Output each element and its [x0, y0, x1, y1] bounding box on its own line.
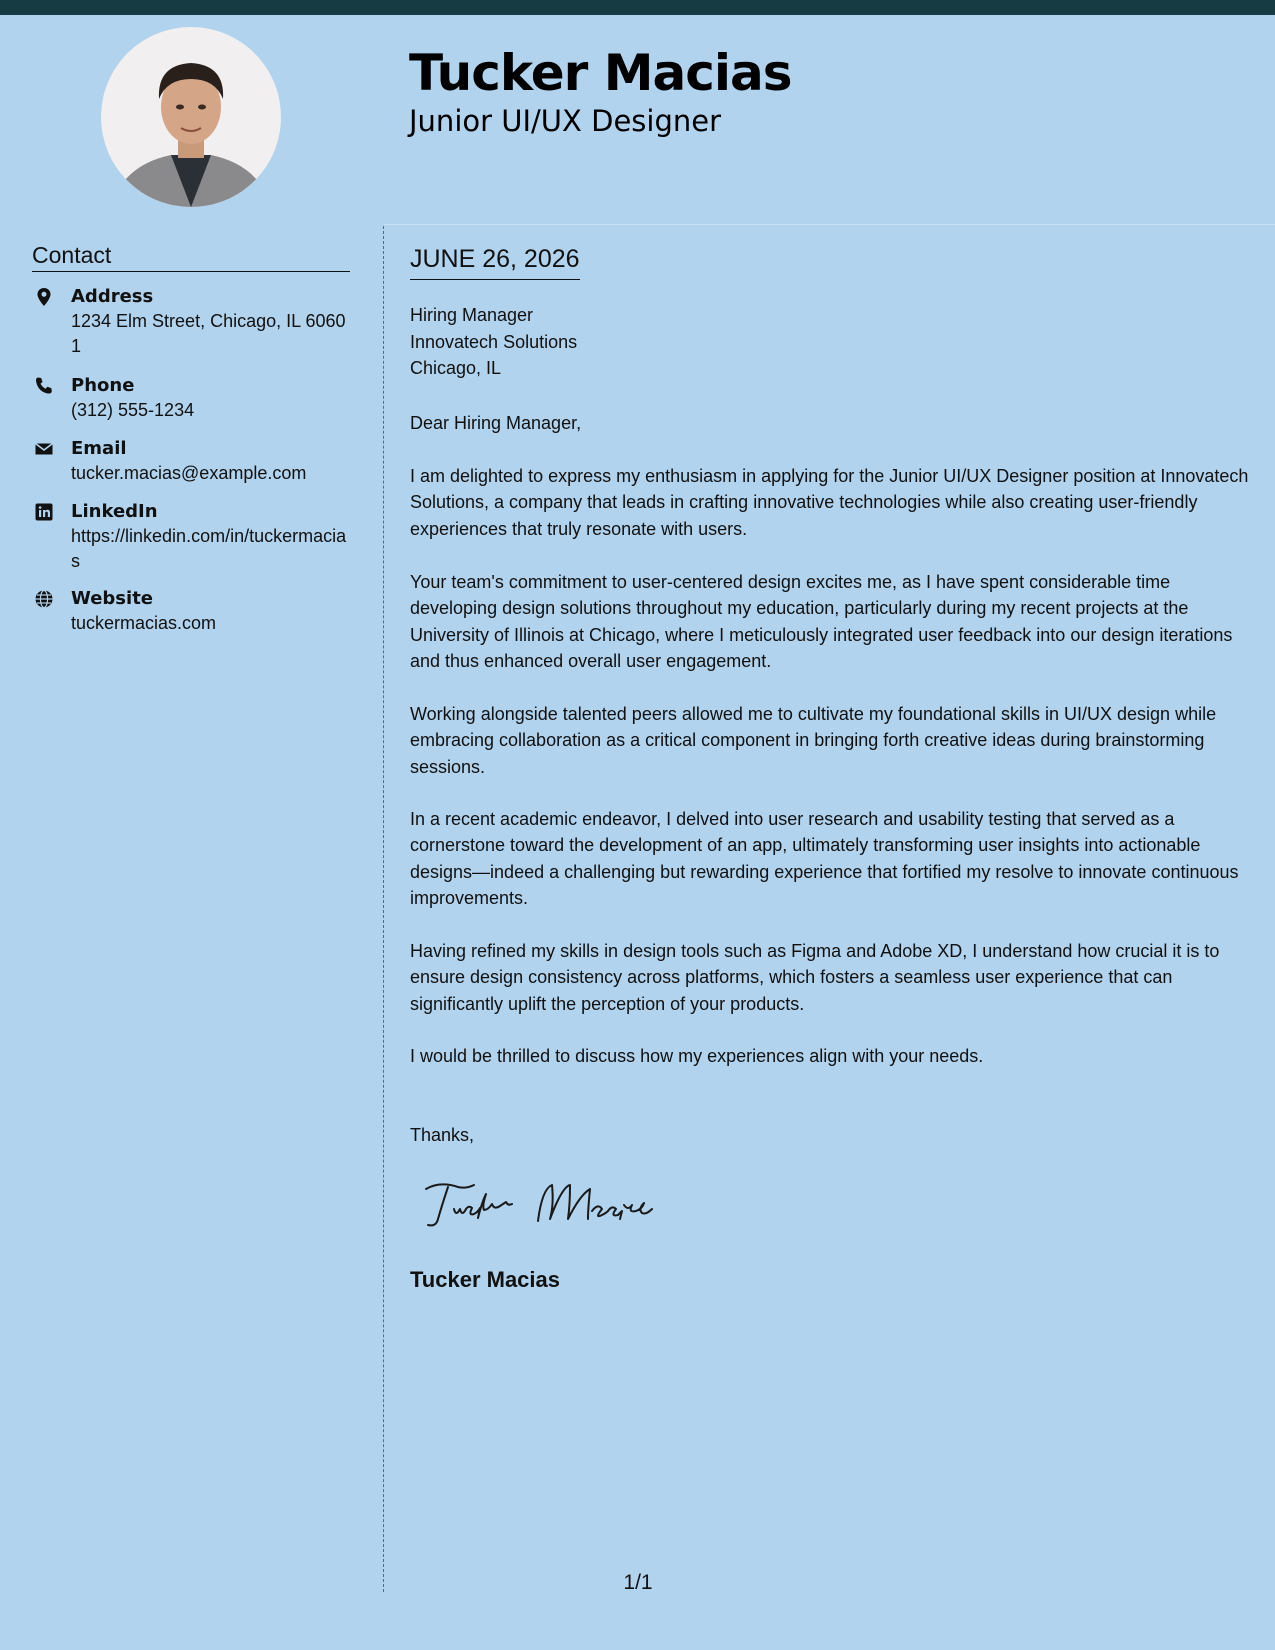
letter-date: JUNE 26, 2026 [410, 243, 580, 280]
column-divider [383, 226, 384, 1592]
phone-icon [34, 376, 54, 396]
email-value[interactable]: tucker.macias@example.com [71, 463, 307, 483]
letter-paragraph: Working alongside talented peers allowed me to cultivate my foundational skills in UI/UX design while embracing collaboration as a critical component in bringing forth creative ideas during brainstorming sessions. [410, 704, 1217, 777]
letter-paragraph: Having refined my skills in design tools such as Figma and Adobe XD, I understand how crucial it is to ensure design consistency across platforms, which fosters a seamless user experience that can significantly uplift the perception of your products. [410, 941, 1220, 1014]
map-pin-icon [34, 287, 54, 307]
page-number: 1/1 [623, 1571, 653, 1594]
recipient-line: Hiring Manager [410, 305, 534, 325]
letter-paragraph: I am delighted to express my enthusiasm in applying for the Junior UI/UX Designer position at Innovatech Solutions, a company that leads in crafting innovative technologies while also creating user-friendly experiences that truly resonate with users. [410, 466, 1249, 539]
letter-paragraph: Your team's commitment to user-centered design excites me, as I have spent considerable time developing design solutions throughout my education, particularly during my recent projects at the University of Illinois at Chicago, where I meticulously integrated user feedback into our design iterations and thus enhanced overall user engagement. [410, 572, 1233, 672]
closing: Thanks, [410, 1125, 475, 1145]
address-label: Address [71, 286, 154, 307]
signer-name: Tucker Macias [410, 1267, 561, 1292]
website-value[interactable]: tuckermacias.com [71, 613, 217, 633]
envelope-icon [34, 439, 54, 459]
header-divider [384, 224, 1275, 225]
applicant-title: Junior UI/UX Designer [409, 104, 722, 138]
recipient-line: Innovatech Solutions [410, 331, 578, 352]
applicant-name: Tucker Macias [409, 44, 792, 102]
profile-photo [101, 27, 281, 207]
letter-paragraph: In a recent academic endeavor, I delved into user research and usability testing that served as a cornerstone toward the development of an app, ultimately transforming user insights into actionable designs—indeed a challenging but rewarding experience that fortified my resolve to innovate continuous improvements. [410, 809, 1239, 909]
linkedin-icon [34, 502, 54, 522]
email-label: Email [71, 438, 127, 459]
globe-icon [34, 589, 54, 609]
recipient-line: Chicago, IL [410, 358, 502, 378]
linkedin-value[interactable]: https://linkedin.com/in/tuckermacias [71, 526, 347, 571]
address-value: 1234 Elm Street, Chicago, IL 60601 [71, 311, 346, 356]
salutation: Dear Hiring Manager, [410, 413, 582, 433]
contact-heading: Contact [32, 241, 350, 272]
recipient-block [410, 302, 577, 382]
website-label: Website [71, 588, 154, 609]
phone-label: Phone [71, 375, 135, 396]
top-accent-bar [0, 0, 1275, 15]
linkedin-label: LinkedIn [71, 501, 158, 522]
letter-paragraph: I would be thrilled to discuss how my experiences align with your needs. [410, 1046, 984, 1066]
signature-image [420, 1175, 660, 1235]
phone-value: (312) 555-1234 [71, 400, 195, 420]
